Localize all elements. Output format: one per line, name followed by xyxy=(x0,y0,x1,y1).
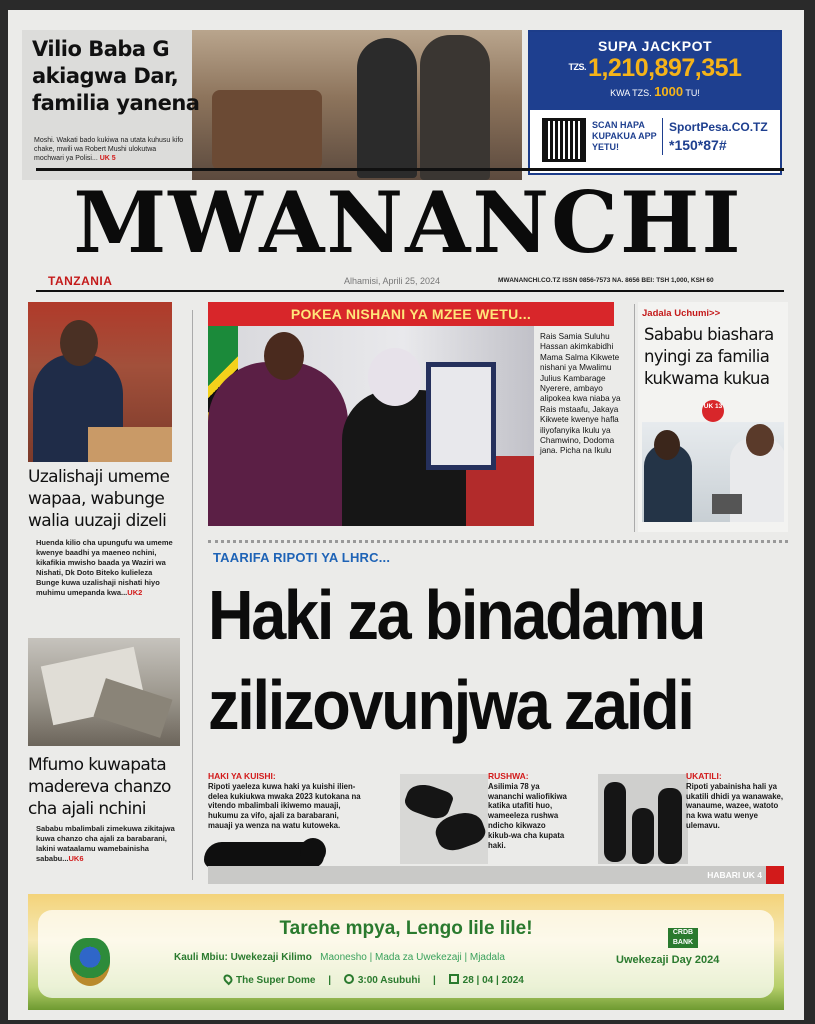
column-divider-right xyxy=(634,304,635,532)
sub-story-text: Ripoti yaeleza kuwa haki ya kuishi ilien-delea kukiukwa mwaka 2023 kutokana na vitendo mbalimbali ikiwemo mauaji, hukumu za vifo, ajali za barabarani, mauaji ya wenza na watu kutoweka. xyxy=(208,781,361,830)
ad-motto: Kauli Mbiu: Uwekezaji Kilimo Maonesho | Mada za Uwekezaji | Mjadala xyxy=(174,952,505,963)
masthead-top-rule xyxy=(36,168,784,171)
bribe-hands-icon xyxy=(400,774,488,864)
ad-title: Tarehe mpya, Lengo lile lile! xyxy=(279,918,533,939)
medal-ceremony-photo[interactable] xyxy=(208,326,534,526)
top-story[interactable] xyxy=(22,30,522,180)
qr-code-icon[interactable] xyxy=(542,118,586,162)
scan-text: SCAN HAPA KUPAKUA APP YETU! xyxy=(592,120,657,152)
column-divider xyxy=(192,310,193,880)
sub-story-corruption[interactable] xyxy=(488,772,568,850)
masthead-title: MWANANCHI xyxy=(73,173,743,272)
ussd-code: *150*87# xyxy=(669,137,727,153)
mourners-photo xyxy=(192,30,522,180)
calendar-icon xyxy=(449,974,459,984)
energy-story-headline[interactable]: Uzalishaji umeme wapaa, wabunge walia uuzaji dizeli xyxy=(28,467,170,531)
jackpot-stake: KWA TZS. 1000 TU! xyxy=(610,84,700,99)
sub-story-right-to-life[interactable] xyxy=(208,772,364,831)
ad-venue: The Super Dome xyxy=(236,975,316,986)
clock-icon xyxy=(344,974,354,984)
sub-story-label: HAKI YA KUISHI: xyxy=(208,771,276,781)
drivers-story-summary: Sababu mbalimbali zimekuwa zikitajwa kuwa chanzo cha ajali za barabarani, lakini wataalamu wamebainisha sababu...UK6 xyxy=(36,824,175,863)
newspaper-front-page xyxy=(8,10,804,1020)
page-ref: UK 5 xyxy=(99,155,116,162)
business-photo xyxy=(642,422,784,522)
sub-story-text: Ripoti yabainisha hali ya ukatili dhidi ya wanawake, wanaume, wazee, watoto na kwa watu wenye ulemavu. xyxy=(686,781,784,830)
jadala-tag: Jadala Uchumi>> xyxy=(642,308,721,319)
minister-photo xyxy=(28,302,172,462)
energy-story-summary: Huenda kilio cha upungufu wa umeme kwenye baadhi ya maeneo nchini, kikafikia mwisho baada ya Waziri wa Nishati, Dk Doto Biteko kulieleza Bunge kuwa uzalishaji nishati hiyo muhimu umepanda kwa...UK2 xyxy=(36,538,173,597)
jadala-box[interactable] xyxy=(638,302,788,532)
sub-story-text: Asilimia 78 ya wananchi waliofikiwa katika utafiti huo, wameeleza rushwa ndicho kikwazo kikub-wa cha kupata haki. xyxy=(488,781,567,850)
dotted-divider xyxy=(208,540,788,543)
ad-time: 3:00 Asubuhi xyxy=(357,975,421,986)
photo-caption: Rais Samia Suluhu Hassan akimkabidhi Mama Salma Kikwete nishani ya Mwalimu Julius Kambarage Nyerere, ambayo alipokea kwa niaba ya Rais mstaafu, Jakaya Kikwete kwenye hafla iliyofanyika Ikulu ya Chamwino, Dodoma jana. Picha na Ikulu xyxy=(540,332,621,456)
ad-details: The Super Dome | 3:00 Asubuhi | 28 | 04 | 2024 xyxy=(224,974,524,986)
location-pin-icon xyxy=(222,973,235,986)
ad-event-name: Uwekezaji Day 2024 xyxy=(616,954,720,966)
issue-info: MWANANCHI.CO.TZ ISSN 0856-7573 NA. 8656 BEI: TSH 1,000, KSH 60 xyxy=(498,277,714,284)
sub-story-label: UKATILI: xyxy=(686,771,722,781)
jadala-headline: Sababu biashara nyingi za familia kukwama kukua xyxy=(644,325,774,388)
crdb-logo: CRDB BANK xyxy=(668,928,698,948)
ad-date: 28 | 04 | 2024 xyxy=(462,975,524,986)
uwekezaji-day-ad[interactable] xyxy=(28,894,784,1010)
coat-of-arms-icon xyxy=(70,938,110,986)
page-ref-badge: UK 13 xyxy=(702,400,724,422)
jackpot-title: SUPA JACKPOT xyxy=(597,38,713,54)
edition-country: TANZANIA xyxy=(48,274,113,288)
sub-story-violence[interactable] xyxy=(686,772,786,831)
masthead-meta xyxy=(48,274,788,290)
body-silhouette-icon xyxy=(204,842,324,868)
top-story-summary: Moshi. Wakati bado kukiwa na utata kuhusu kifo chake, mwili wa Robert Mushi ulokutwa mochwari ya Polisi... UK 5 xyxy=(34,137,184,162)
jackpot-amount: $^{TZS.}$1,210,897,351 xyxy=(568,54,742,82)
jackpot-ad[interactable] xyxy=(528,30,782,175)
accident-photo xyxy=(28,638,180,746)
sub-story-label: RUSHWA: xyxy=(488,771,529,781)
sportpesa-brand: SportPesa.CO.TZ *150*87# xyxy=(662,118,774,155)
lead-kicker: TAARIFA RIPOTI YA LHRC... xyxy=(213,550,391,565)
top-story-headline: Vilio Baba G akiagwa Dar, familia yanena xyxy=(32,37,200,115)
feature-banner: POKEA NISHANI YA MZEE WETU... xyxy=(208,302,614,326)
masthead-bottom-rule xyxy=(36,290,784,292)
violence-silhouette-icon xyxy=(598,774,688,864)
issue-date: Alhamisi, Aprili 25, 2024 xyxy=(344,276,441,286)
habari-page-ref[interactable]: HABARI UK 4 xyxy=(208,866,784,884)
drivers-story-headline[interactable]: Mfumo kuwapata madereva chanzo cha ajali nchini xyxy=(28,755,171,819)
lead-headline[interactable]: Haki za binadamu zilizovunjwa zaidi xyxy=(208,576,705,744)
